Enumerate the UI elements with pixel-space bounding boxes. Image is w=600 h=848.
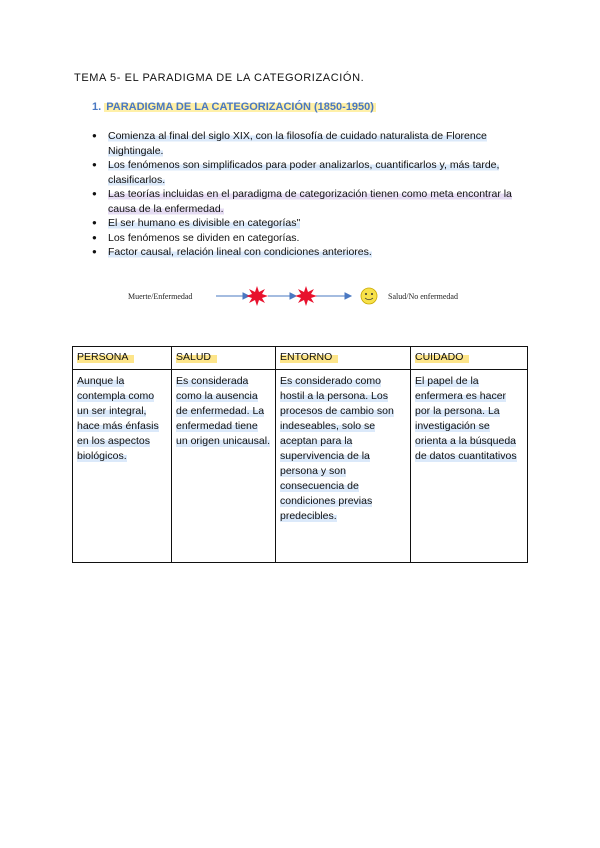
table-header: CUIDADO: [411, 347, 528, 370]
table-cell: Es considerado como hostil a la persona. Los procesos de cambio son indeseables, solo se aceptan para la supervivencia de la persona y son consecuencia de condiciones previas predecibles.: [276, 370, 411, 563]
smiley-face-icon: [361, 288, 377, 304]
table-header-row: [73, 347, 528, 370]
bullet-list: [92, 129, 532, 260]
table-cell: Es considerada como la ausencia de enfermedad. La enfermedad tiene un origen unicausal.: [172, 370, 276, 563]
flow-diagram: [0, 282, 600, 312]
section-heading: [92, 101, 376, 113]
list-item: ● Los fenómenos se dividen en categorías.: [92, 231, 532, 246]
arrow-head-icon: [345, 293, 351, 299]
flow-graphic: [0, 282, 600, 312]
section-title: PARADIGMA DE LA CATEGORIZACIÓN (1850-1950): [106, 101, 374, 113]
page-title: TEMA 5- EL PARADIGMA DE LA CATEGORIZACIÓN.: [74, 72, 365, 84]
table-row: [73, 370, 528, 563]
list-item: ● El ser humano es divisible en categorías": [92, 216, 532, 231]
list-item: ● Factor causal, relación lineal con condiciones anteriores.: [92, 245, 532, 260]
flow-right-label: Salud/No enfermedad: [388, 292, 458, 301]
red-burst-icon: [246, 286, 268, 306]
paradigm-table: [72, 346, 528, 563]
flow-left-label: Muerte/Enfermedad: [128, 292, 193, 301]
table-header: PERSONA: [73, 347, 172, 370]
red-burst-icon: [295, 286, 317, 306]
table-header: SALUD: [172, 347, 276, 370]
list-item: ● Comienza al final del siglo XIX, con la filosofía de cuidado naturalista de Florence Nightingale.: [92, 129, 532, 158]
table-cell: El papel de la enfermera es hacer por la persona. La investigación se orienta a la búsqueda de datos cuantitativos: [411, 370, 528, 563]
section-number: 1.: [92, 101, 102, 113]
table-header: ENTORNO: [276, 347, 411, 370]
list-item: ● Los fenómenos son simplificados para poder analizarlos, cuantificarlos y, más tarde, clasificarlos.: [92, 158, 532, 187]
table-cell: Aunque la contempla como un ser integral, hace más énfasis en los aspectos biológicos.: [73, 370, 172, 563]
list-item: ● Las teorías incluidas en el paradigma de categorización tienen como meta encontrar la causa de la enfermedad.: [92, 187, 532, 216]
